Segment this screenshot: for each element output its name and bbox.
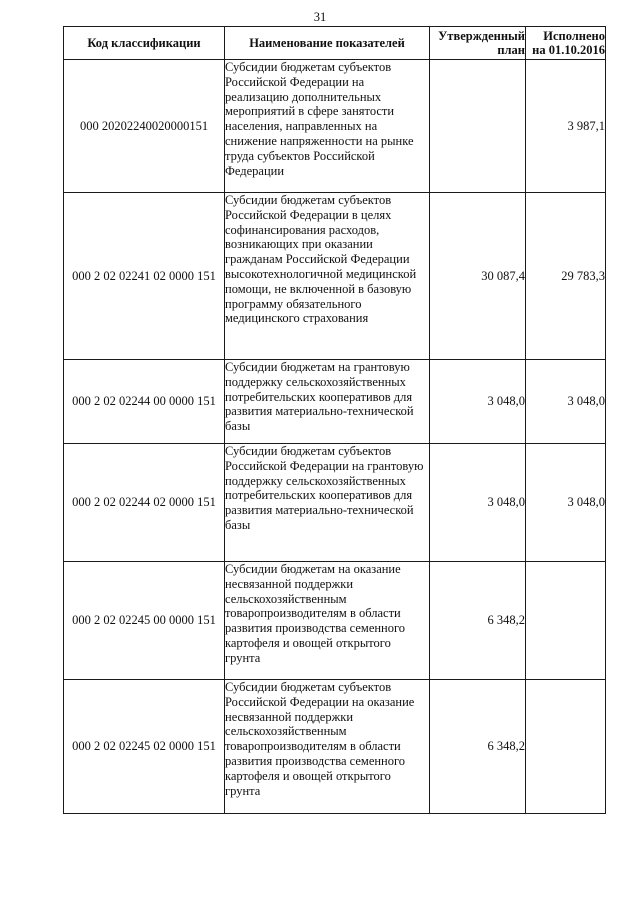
header-name: Наименование показателей <box>225 27 430 60</box>
table-row <box>64 562 606 680</box>
row-executed: 29 783,3 <box>526 193 606 360</box>
header-plan-line-1: Утвержденный <box>438 29 525 43</box>
row-executed: 3 048,0 <box>526 360 606 444</box>
row-name: Субсидии бюджетам на грантовую поддержку сельскохозяйственных потребительских кооперативов для развития материально-технической базы <box>225 360 430 444</box>
row-name: Субсидии бюджетам субъектов Российской Федерации на реализацию дополнительных мероприятий в сфере занятости населения, направленных на снижение напряженности на рынке труда субъектов Российской Федерации <box>225 60 430 193</box>
table-row <box>64 193 606 360</box>
table-row <box>64 60 606 193</box>
row-code: 000 2 02 02245 00 0000 151 <box>64 562 225 680</box>
page-number: 31 <box>313 10 327 24</box>
header-executed <box>526 27 606 60</box>
header-plan <box>430 27 526 60</box>
row-plan <box>430 60 526 193</box>
header-executed-line-1: Исполнено <box>543 29 605 43</box>
row-plan: 3 048,0 <box>430 360 526 444</box>
table-row <box>64 360 606 444</box>
row-code: 000 2 02 02244 00 0000 151 <box>64 360 225 444</box>
row-plan: 6 348,2 <box>430 562 526 680</box>
row-executed <box>526 680 606 814</box>
table-row <box>64 680 606 814</box>
header-plan-line-2: план <box>497 43 525 57</box>
row-code: 000 2 02 02244 02 0000 151 <box>64 444 225 562</box>
row-name: Субсидии бюджетам субъектов Российской Федерации в целях софинансирования расходов, возникающих при оказании гражданам Российской Федерации высокотехнологичной медицинской помощи, не включенной в базовую программу обязательного медицинского страхования <box>225 193 430 360</box>
row-code: 000 2 02 02241 02 0000 151 <box>64 193 225 360</box>
row-executed <box>526 562 606 680</box>
header-code: Код классификации <box>64 27 225 60</box>
row-code: 000 2 02 02245 02 0000 151 <box>64 680 225 814</box>
budget-table <box>63 26 606 814</box>
row-plan: 3 048,0 <box>430 444 526 562</box>
row-name: Субсидии бюджетам субъектов Российской Федерации на оказание несвязанной поддержки сельскохозяйственным товаропроизводителям в области развития производства семенного картофеля и овощей открытого грунта <box>225 680 430 814</box>
table-header-row <box>64 27 606 60</box>
row-executed: 3 048,0 <box>526 444 606 562</box>
row-executed: 3 987,1 <box>526 60 606 193</box>
row-plan: 30 087,4 <box>430 193 526 360</box>
row-code: 000 20202240020000151 <box>64 60 225 193</box>
row-name: Субсидии бюджетам на оказание несвязанной поддержки сельскохозяйственным товаропроизводителям в области развития производства семенного картофеля и овощей открытого грунта <box>225 562 430 680</box>
row-name: Субсидии бюджетам субъектов Российской Федерации на грантовую поддержку сельскохозяйственных потребительских кооперативов для развития материально-технической базы <box>225 444 430 562</box>
row-plan: 6 348,2 <box>430 680 526 814</box>
header-executed-line-2: на 01.10.2016 <box>532 43 605 57</box>
table-row <box>64 444 606 562</box>
